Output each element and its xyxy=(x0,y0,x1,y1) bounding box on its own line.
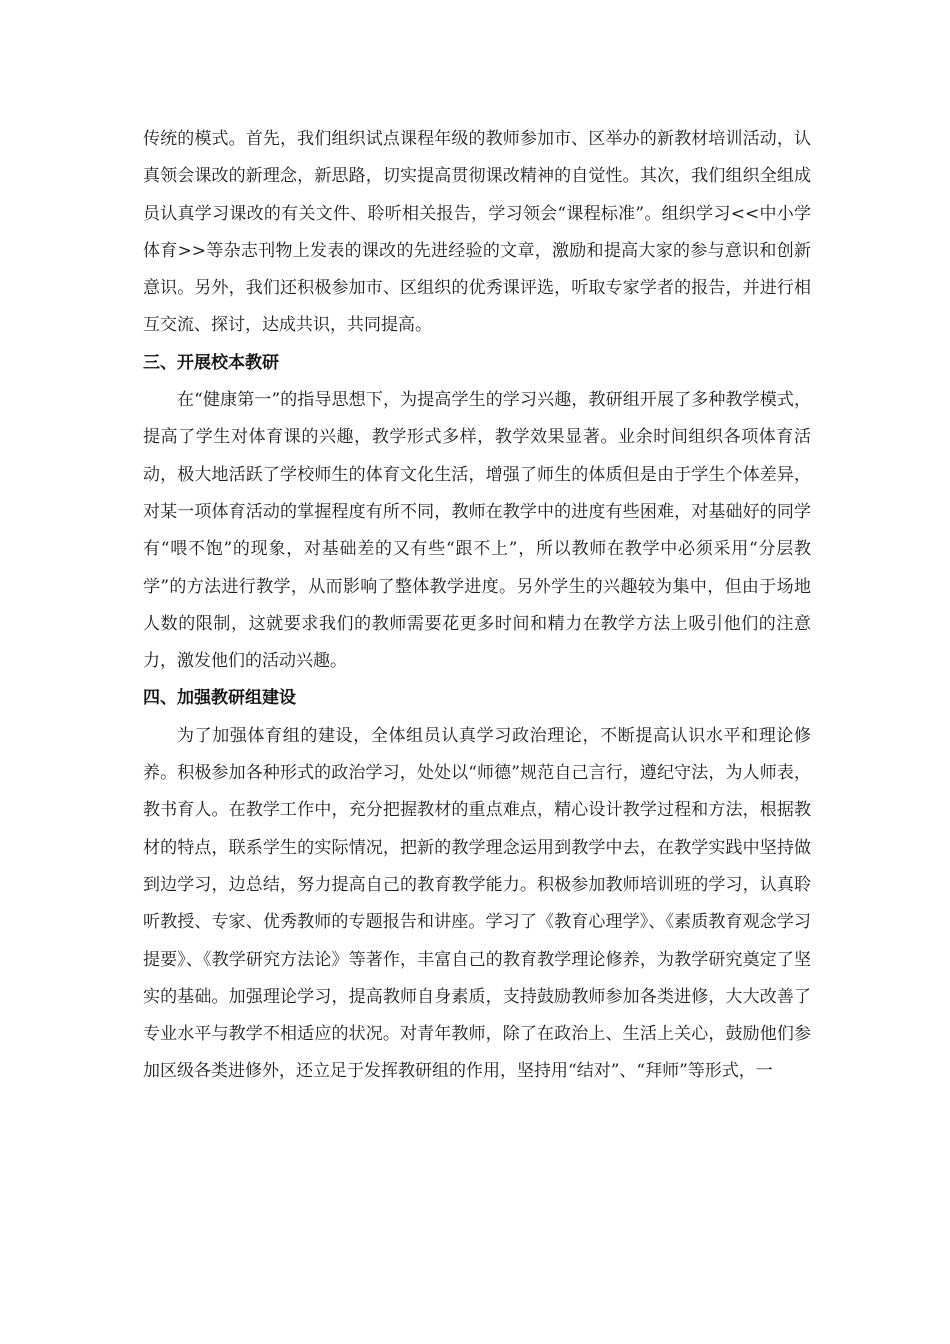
document-body xyxy=(143,121,811,1091)
section-heading-school-research: 三、开展校本教研 xyxy=(143,352,279,373)
paragraph-group-building: 为了加强体育组的建设，全体组员认真学习政治理论，不断提高认识水平和理论修养。积极参加各种形式的政治学习，处处以“师德”规范自己言行，遵纪守法，为人师表，教书育人。在教学工作中，充分把握教材的重点难点，精心设计教学过程和方法，根据教材的特点，联系学生的实际情况，把新的教学理念运用到教学中去，在教学实践中坚持做到边学习，边总结，努力提高自己的教育教学能力。积极参加教师培训班的学习，认真聆听教授、专家、优秀教师的专题报告和讲座。学习了《教育心理学》、《素质教育观念学习提要》、《教学研究方法论》等著作，丰富自己的教育教学理论修养，为教学研究奠定了坚实的基础。加强理论学习，提高教师自身素质，支持鼓励教师参加各类进修，大大改善了专业水平与教学不相适应的状况。对青年教师，除了在政治上、生活上关心，鼓励他们参加区级各类进修外，还立足于发挥教研组的作用，坚持用“结对”、“拜师”等形式，一 xyxy=(143,725,811,1082)
paragraph-curriculum-reform: 传统的模式。首先，我们组织试点课程年级的教师参加市、区举办的新教材培训活动，认真领会课改的新理念，新思路，切实提高贯彻课改精神的自觉性。其次，我们组织全组成员认真学习课改的有关文件、聆听相关报告，学习领会“课程标准”。组织学习<<中小学体育>>等杂志刊物上发表的课改的先进经验的文章，激励和提高大家的参与意识和创新意识。另外，我们还积极参加市、区组织的优秀课评选，听取专家学者的报告，并进行相互交流、探讨，达成共识，共同提高。 xyxy=(143,129,811,336)
section-heading-group-building: 四、加强教研组建设 xyxy=(143,688,296,709)
paragraph-school-research: 在“健康第一”的指导思想下，为提高学生的学习兴趣，教研组开展了多种教学模式，提高了学生对体育课的兴趣，教学形式多样，教学效果显著。业余时间组织各项体育活动，极大地活跃了学校师生的体育文化生活，增强了师生的体质但是由于学生个体差异，对某一项体育活动的掌握程度有所不同，教师在教学中的进度有些困难，对基础好的同学有“喂不饱”的现象，对基础差的又有些“跟不上”，所以教师在教学中必须采用“分层教学”的方法进行教学，从而影响了整体教学进度。另外学生的兴趣较为集中，但由于场地人数的限制，这就要求我们的教师需要花更多时间和精力在教学方法上吸引他们的注意力，激发他们的活动兴趣。 xyxy=(143,390,811,672)
